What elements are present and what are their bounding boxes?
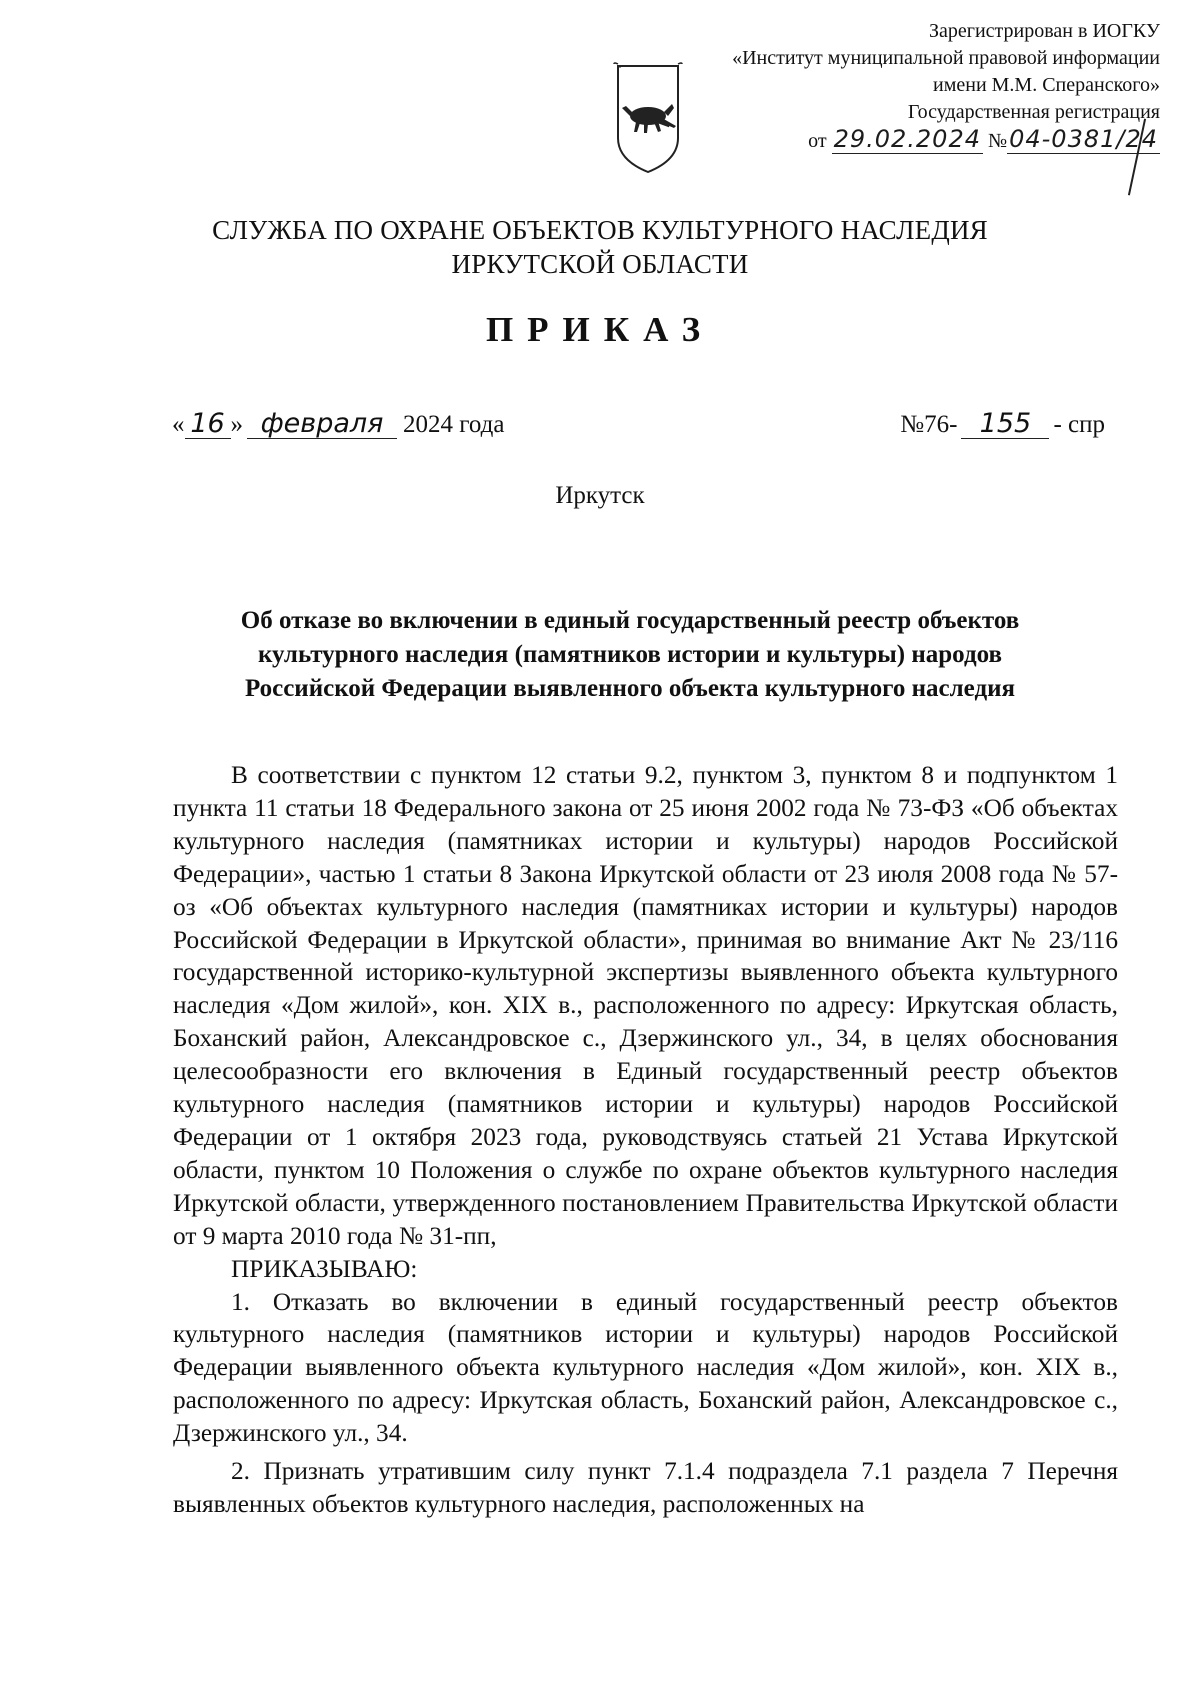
order-item-2: 2. Признать утратившим силу пункт 7.1.4 подраздела 7.1 раздела 7 Перечня выявленных объектов культурного наследия, расположенных на: [173, 1457, 1118, 1518]
order-number-handwritten: 155: [961, 410, 1049, 439]
registration-number-prefix: №: [988, 130, 1008, 152]
title-line-1: Об отказе во включении в единый государственный реестр объектов: [240, 607, 1020, 634]
order-number-prefix: №76-: [900, 411, 958, 438]
document-type: ПРИКАЗ: [485, 310, 715, 349]
document-title: [150, 604, 1110, 706]
registration-line-4: Государственная регистрация: [907, 101, 1160, 123]
registration-date-number: [640, 126, 1160, 155]
date-month-handwritten: февраля: [247, 410, 397, 439]
date-quote-close: »: [230, 411, 243, 438]
title-line-3: Российской Федерации выявленного объекта культурного наследия: [244, 675, 1016, 702]
document-body: [173, 759, 1118, 1521]
preamble-paragraph: В соответствии с пунктом 12 статьи 9.2, пунктом 3, пунктом 8 и подпунктом 1 пункта 11 статьи 18 Федерального закона от 25 июня 2002 года № 73-ФЗ «Об объектах культурного наследия (памятниках истории и культуры) народов Российской Федерации», частью 1 статьи 8 Закона Иркутской области от 23 июля 2008 года № 57-оз «Об объектах культурного наследия (памятниках истории и культуры) народов Российской Федерации в Иркутской области», принимая во внимание Акт № 23/116 государственной историко-культурной экспертизы выявленного объекта культурного наследия «Дом жилой», кон. XIX в., расположенного по адресу: Иркутская область, Боханский район, Александровское с., Дзержинского ул., 34, в целях обоснования целесообразности его включения в Единый государственный реестр объектов культурного наследия (памятников истории и культуры) народов Российской Федерации от 1 октября 2023 года, руководствуясь статьей 21 Устава Иркутской области, пунктом 10 Положения о службе по охране объектов культурного наследия Иркутской области, утвержденного постановлением Правительства Иркутской области от 9 марта 2010 года № 31-пп,: [173, 761, 1118, 1250]
registration-stamp: [640, 18, 1160, 155]
irkutsk-coat-of-arms-icon: [608, 60, 688, 178]
registration-date-prefix: от: [808, 130, 827, 152]
organization-name: [0, 213, 1200, 281]
title-line-2: культурного наследия (памятников истории и культуры) народов: [257, 641, 1002, 668]
order-item-1: 1. Отказать во включении в единый государственный реестр объектов культурного наследия (памятников истории и культуры) народов Российской Федерации выявленного объекта культурного наследия «Дом жилой», кон. XIX в., расположенного по адресу: Иркутская область, Боханский район, Александровское с., Дзержинского ул., 34.: [173, 1287, 1118, 1448]
order-number-suffix: - спр: [1053, 411, 1105, 438]
order-number: [900, 410, 1105, 439]
order-word: ПРИКАЗЫВАЮ:: [231, 1254, 418, 1283]
date-year: 2024 года: [403, 411, 505, 438]
registration-line-3: имени М.М. Сперанского»: [933, 74, 1160, 96]
organization-name-line-1: СЛУЖБА ПО ОХРАНЕ ОБЪЕКТОВ КУЛЬТУРНОГО НАСЛЕДИЯ: [212, 215, 988, 245]
registration-line-2: «Институт муниципальной правовой информации: [732, 47, 1160, 69]
registration-date-handwritten: 29.02.2024: [833, 125, 981, 153]
city: Иркутск: [555, 482, 645, 509]
order-date: [172, 410, 504, 439]
date-day-handwritten: 16: [185, 410, 231, 439]
registration-number-handwritten: 04-0381/24: [1009, 125, 1158, 153]
registration-line-1: Зарегистрирован в ИОГКУ: [929, 20, 1160, 42]
organization-name-line-2: ИРКУТСКОЙ ОБЛАСТИ: [451, 249, 749, 279]
date-quote-open: «: [172, 411, 185, 438]
